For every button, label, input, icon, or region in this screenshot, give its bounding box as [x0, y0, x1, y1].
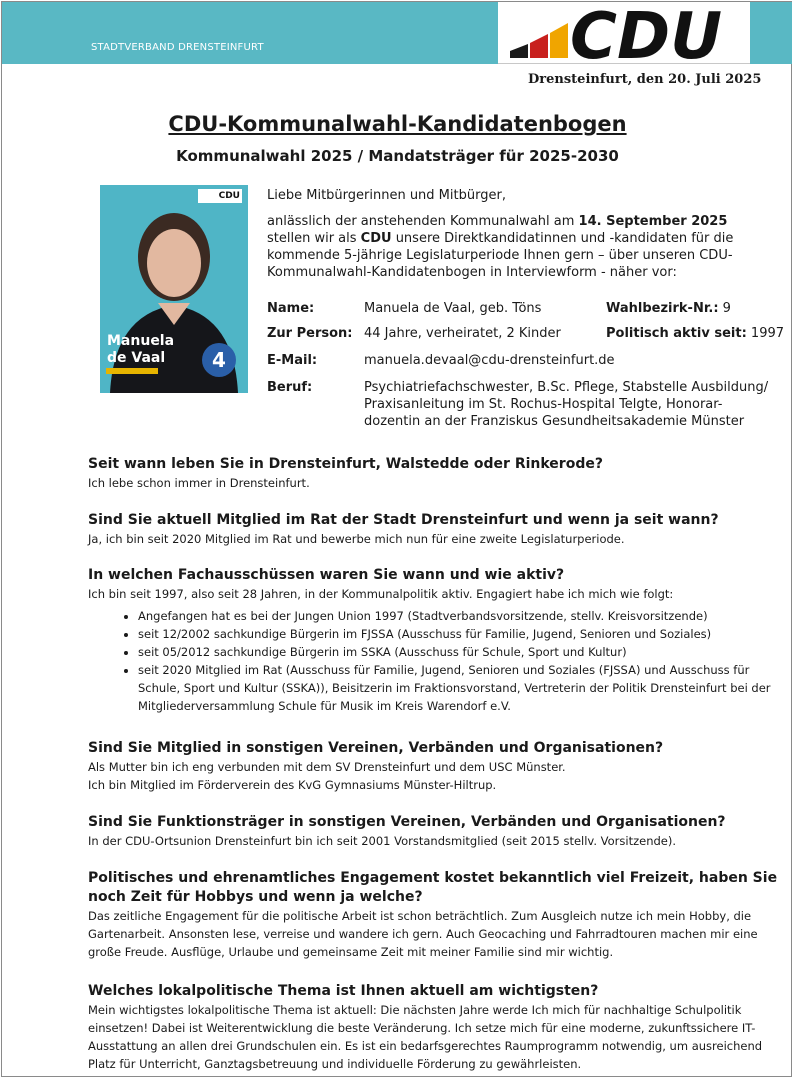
answer: Ich lebe schon immer in Drensteinfurt. — [88, 476, 310, 490]
list-item: • seit 05/2012 sachkundige Bürgerin im SSKA (Ausschuss für Schule, Sport und Kultur) — [138, 643, 788, 661]
list-item: • seit 12/2002 sachkundige Bürgerin im FJSSA (Ausschuss für Familie, Jugend, Senioren und Soziales) — [138, 625, 788, 643]
logo-accent — [750, 2, 792, 64]
photo-name-line2: de Vaal — [107, 350, 166, 366]
beruf-line: dozentin an der Franziskus Gesundheitsakademie Münster — [364, 414, 745, 429]
photo-slogan-bar — [106, 368, 158, 374]
qa-associations — [88, 739, 788, 794]
name-label: Name: — [267, 301, 315, 316]
aktiv-label: Politisch aktiv seit: — [606, 326, 747, 341]
answer: Mein wichtigstes lokalpolitische Thema ist aktuell: Die nächsten Jahre werde Ich mich für nachhaltige Schulpolitik einsetzen! Dabei ist Weiterentwicklung die beste Veränderung. Ich setze mich für eine moderne, zukunftssichere IT-Ausstattung an allen drei Grundschulen ein. Es ist ein bedarfsgerechtes Raumprogramm notwendig, um ausreichend Platz für Unterricht, Ganztagsbetreuung und individuelle Förderung zu gewährleisten. — [88, 1003, 763, 1071]
photo-name — [107, 333, 174, 367]
district-badge: 4 — [202, 343, 236, 377]
name-value: Manuela de Vaal, geb. Töns — [364, 301, 542, 316]
question: Sind Sie Funktionsträger in sonstigen Vereinen, Verbänden und Organisationen? — [88, 814, 726, 830]
answer: Als Mutter bin ich eng verbunden mit dem SV Drensteinfurt und dem USC Münster. — [88, 760, 566, 774]
question: Sind Sie aktuell Mitglied im Rat der Stadt Drensteinfurt und wenn ja seit wann? — [88, 512, 719, 528]
qa-hobbies — [88, 869, 788, 961]
qa-functions — [88, 813, 788, 850]
page-title: CDU-Kommunalwahl-Kandidatenbogen — [168, 112, 627, 136]
wahlbezirk-label: Wahlbezirk-Nr.: — [606, 301, 719, 316]
list-item: • seit 2020 Mitglied im Rat (Ausschuss für Familie, Jugend, Senioren und Soziales (FJSSA) und Ausschuss für Schule, Sport und Kultur (SSKA)), Beisitzerin im Fraktionsvorstand, Vertreterin der Politik Drensteinfurt bei der Mitgliederversammlung Schule für Musik im Kreis Warendorf e.V. — [138, 661, 788, 715]
photo-cdu-logo: CDU — [198, 189, 242, 203]
header-band — [2, 2, 498, 64]
question: Seit wann leben Sie in Drensteinfurt, Walstedde oder Rinkerode? — [88, 456, 603, 472]
qa-residence — [88, 455, 788, 492]
question: Sind Sie Mitglied in sonstigen Vereinen, Verbänden und Organisationen? — [88, 740, 664, 756]
qa-committees — [88, 566, 788, 715]
beruf-line: Psychiatriefachschwester, B.Sc. Pflege, Stabstelle Ausbildung/ — [364, 380, 769, 395]
cdu-logo — [508, 3, 752, 63]
beruf-value — [364, 379, 768, 430]
intro-text-a: anlässlich der anstehenden Kommunalwahl am — [267, 214, 579, 229]
committee-list — [88, 607, 788, 715]
intro-greeting: Liebe Mitbürgerinnen und Mitbürger, — [267, 188, 506, 203]
list-item: • Angefangen hat es bei der Jungen Union 1997 (Stadtverbandsvorsitzende, stellv. Kreisvorsitzende) — [138, 607, 788, 625]
qa-council — [88, 511, 788, 548]
date-line: Drensteinfurt, den 20. Juli 2025 — [528, 72, 762, 87]
stadtverband-label: STADTVERBAND DRENSTEINFURT — [91, 42, 264, 53]
person-label: Zur Person: — [267, 326, 353, 341]
answer: Ich bin Mitglied im Förderverein des KvG Gymnasiums Münster-Hiltrup. — [88, 778, 497, 792]
aktiv-row — [606, 325, 784, 342]
answer: Ja, ich bin seit 2020 Mitglied im Rat und bewerbe mich nun für eine zweite Legislaturperiode. — [88, 532, 625, 546]
email-value[interactable]: manuela.devaal@cdu-drensteinfurt.de — [364, 353, 615, 368]
cdu-logo-text: CDU — [570, 3, 723, 63]
question: Welches lokalpolitische Thema ist Ihnen aktuell am wichtigsten? — [88, 983, 599, 999]
intro-text-b: stellen wir als — [267, 231, 361, 246]
candidate-photo — [100, 185, 248, 393]
answer: Das zeitliche Engagement für die politische Arbeit ist schon beträchtlich. Zum Ausgleich nutze ich mein Hobby, die Gartenarbeit. Ansonsten lese, verreise und wandere ich gern. Auch Geocaching und Fahrradtouren machen mir eine große Freude. Ausflüge, Urlaube und gemeinsame Zeit mit meiner Familie sind mir wichtig. — [88, 909, 758, 959]
qa-topic — [88, 982, 788, 1073]
beruf-line: Praxisanleitung im St. Rochus-Hospital Telgte, Honorar- — [364, 397, 723, 412]
photo-name-line1: Manuela — [107, 333, 175, 349]
wahlbezirk-value: 9 — [722, 301, 731, 316]
email-label: E-Mail: — [267, 353, 318, 368]
answer: Ich bin seit 1997, also seit 28 Jahren, in der Kommunalpolitik aktiv. Engagiert habe ich mich wie folgt: — [88, 587, 674, 601]
question: Politisches und ehrenamtliches Engagement kostet bekanntlich viel Freizeit, haben Sie noch Zeit für Hobbys und wenn ja welche? — [88, 870, 778, 905]
intro-cdu: CDU — [360, 231, 392, 246]
wahlbezirk-row — [606, 300, 731, 317]
intro-paragraph — [267, 213, 773, 281]
intro-text-c: unsere Direktkandidatinnen und -kandidaten für die kommende 5-jährige Legislaturperiode Ihnen gern – über unseren CDU-Kommunalwahl-Kandidatenbogen in Interviewform - näher vor: — [267, 231, 734, 280]
answer: In der CDU-Ortsunion Drensteinfurt bin ich seit 2001 Vorstandsmitglied (seit 2015 stellv. Vorsitzende). — [88, 834, 676, 848]
beruf-label: Beruf: — [267, 380, 313, 395]
aktiv-value: 1997 — [750, 326, 785, 341]
person-value: 44 Jahre, verheiratet, 2 Kinder — [364, 326, 561, 341]
page-subtitle: Kommunalwahl 2025 / Mandatsträger für 2025-2030 — [176, 147, 619, 165]
intro-date: 14. September 2025 — [578, 214, 728, 229]
question: In welchen Fachausschüssen waren Sie wann und wie aktiv? — [88, 567, 565, 583]
